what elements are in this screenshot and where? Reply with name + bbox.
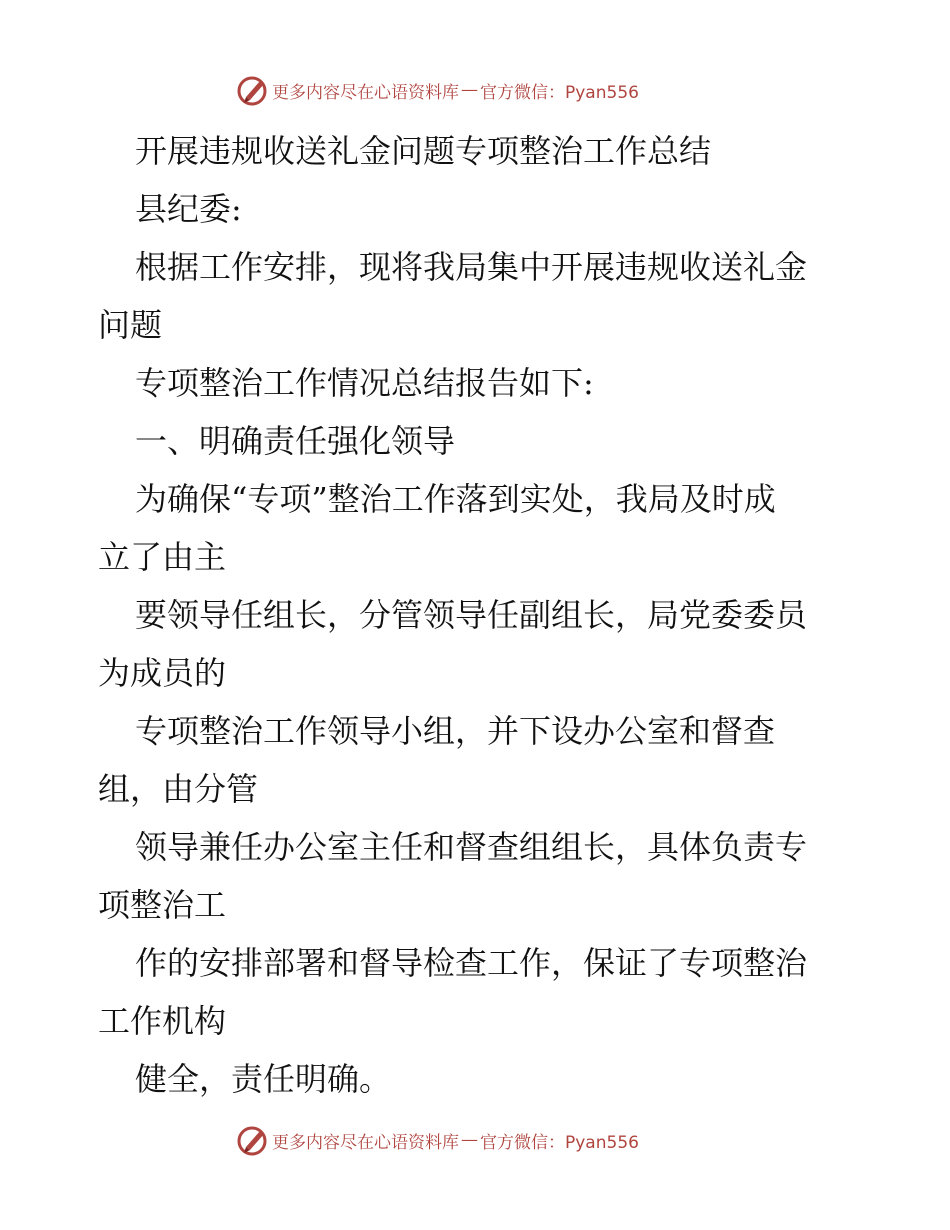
watermark-text: 更多内容尽在心语资料库 [272, 82, 459, 103]
paragraph-line: 根据工作安排，现将我局集中开展违规收送礼金 [135, 248, 808, 286]
pen-logo-icon [236, 73, 270, 107]
watermark-wechat: 官方微信：Pyan556 [480, 1132, 639, 1153]
watermark-wechat: 官方微信：Pyan556 [480, 82, 639, 103]
paragraph-line: 专项整治工作情况总结报告如下: [135, 364, 594, 402]
watermark-header [236, 73, 639, 107]
paragraph-line: 县纪委: [135, 190, 242, 228]
paragraph-line: 作的安排部署和督导检查工作，保证了专项整治 [135, 944, 808, 982]
watermark-separator: — [461, 80, 478, 100]
pen-logo-icon [236, 1123, 270, 1157]
paragraph-line: 领导兼任办公室主任和督查组组长，具体负责专 [135, 828, 808, 866]
watermark-text: 更多内容尽在心语资料库 [272, 1132, 459, 1153]
paragraph-line: 要领导任组长，分管领导任副组长，局党委委员 [135, 596, 808, 634]
paragraph-line: 专项整治工作领导小组，并下设办公室和督查 [135, 712, 776, 750]
paragraph-line: 工作机构 [98, 1002, 227, 1040]
paragraph-line: 问题 [98, 306, 163, 344]
paragraph-line: 健全，责任明确。 [135, 1060, 392, 1098]
paragraph-line: 一、明确责任强化领导 [135, 422, 456, 460]
watermark-footer [236, 1123, 639, 1157]
watermark-separator: — [461, 1130, 478, 1150]
paragraph-line: 组，由分管 [98, 770, 259, 808]
paragraph-line: 开展违规收送礼金问题专项整治工作总结 [135, 132, 712, 170]
document-body [98, 122, 858, 1108]
paragraph-line: 为确保“专项”整治工作落到实处，我局及时成 [135, 480, 776, 518]
paragraph-line: 为成员的 [98, 654, 227, 692]
paragraph-line: 项整治工 [98, 886, 227, 924]
paragraph-line: 立了由主 [98, 538, 227, 576]
